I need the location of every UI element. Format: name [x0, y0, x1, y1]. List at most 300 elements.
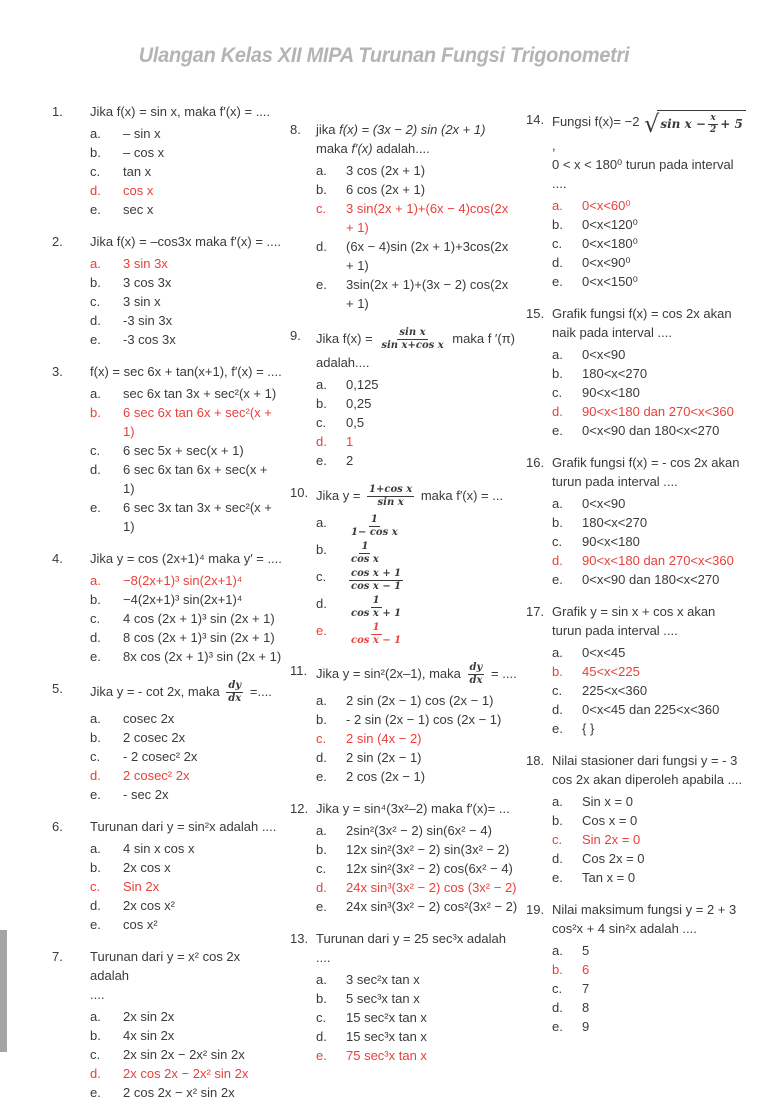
question-body: [552, 304, 748, 440]
question-stem: f(x) = sec 6x + tan(x+1), f′(x) = ....: [90, 364, 282, 379]
option-text: 24x sin³(3x² − 2) cos²(3x² − 2): [346, 899, 518, 914]
q14-option-c: [552, 234, 748, 253]
q11-option-c: [316, 729, 518, 748]
question-stem: Jika f(x) = –cos3x maka f′(x) = ....: [90, 234, 281, 249]
q5-option-d: [90, 766, 282, 785]
option-letter: d.: [316, 239, 327, 254]
option-letter: c.: [90, 294, 101, 309]
option-text: 225<x<360: [582, 682, 648, 698]
question-number: 5.: [52, 681, 63, 696]
option-text: 2x sin 2x − 2x² sin 2x: [123, 1047, 245, 1062]
question-2: [52, 232, 282, 349]
q4-option-b: [90, 590, 282, 609]
option-letter: e.: [552, 422, 563, 438]
q10-option-e: [316, 621, 518, 648]
option-letter: c.: [552, 235, 563, 251]
option-letter: d.: [90, 313, 101, 328]
option-letter: d.: [90, 462, 101, 477]
option-letter: a.: [316, 823, 327, 838]
q6-option-b: [90, 858, 282, 877]
q10-option-c: [316, 567, 518, 594]
question-body: [90, 362, 282, 536]
option-text: Cos x = 0: [582, 812, 638, 828]
q9-option-c: [316, 413, 518, 432]
q3-option-a: [90, 384, 282, 403]
option-text: - 2 sin (2x − 1) cos (2x − 1): [346, 712, 502, 727]
option-letter: c.: [90, 1047, 101, 1062]
fraction-denominator: cos x − 1: [351, 581, 402, 592]
q15-option-b: [552, 364, 748, 383]
fraction-numerator: dy: [228, 680, 242, 691]
q3-option-e: [90, 498, 282, 536]
q3-option-b: [90, 403, 282, 441]
question-10: [290, 483, 518, 648]
question-7: [52, 947, 282, 1102]
option-letter: c.: [552, 533, 563, 549]
option-letter: d.: [316, 880, 327, 895]
q3-option-d: [90, 460, 282, 498]
option-text: cos x: [123, 183, 154, 198]
option-letter: e.: [90, 917, 101, 932]
question-stem: Jika f(x) = $\frac{\text{sin x}}{\text{sin x+cos x}}$ maka f ′(π) adalah....: [316, 327, 515, 370]
option-text: 2 cos (2x − 1): [346, 769, 426, 784]
option-letter: b.: [90, 730, 101, 745]
q19-option-c: [552, 979, 748, 998]
q7-option-a: [90, 1007, 282, 1026]
question-stem: Turunan dari y = sin²x adalah ....: [90, 819, 277, 834]
fraction: [226, 680, 243, 705]
question-stem: Turunan dari y = 25 sec³x adalah ....: [316, 931, 506, 965]
option-text: - 2 cosec² 2x: [123, 749, 198, 764]
option-letter: d.: [552, 552, 563, 568]
option-text: 90<x<180 dan 270<x<360: [582, 403, 734, 419]
question-number: 7.: [52, 949, 63, 964]
fraction: [708, 113, 718, 136]
q13-option-d: [316, 1027, 518, 1046]
option-text: 2 cos 2x − x² sin 2x: [123, 1085, 235, 1100]
q11-option-d: [316, 748, 518, 767]
option-letter: b.: [90, 145, 101, 160]
fraction-numerator: 1: [361, 541, 369, 552]
question-stem: Jika y = cos (2x+1)⁴ maka y′ = ....: [90, 551, 282, 566]
q6-option-a: [90, 839, 282, 858]
option-letter: a.: [316, 515, 327, 530]
option-letter: e.: [316, 769, 327, 784]
option-letter: c.: [90, 611, 101, 626]
option-letter: a.: [90, 256, 101, 271]
option-letter: e.: [90, 787, 101, 802]
option-text: 0<x<90: [582, 346, 626, 362]
option-text: 15 sec²x tan x: [346, 1010, 427, 1025]
option-text: Sin 2x = 0: [582, 831, 641, 847]
question-stem: Fungsi f(x)= −2 √ sin x − $\frac{x}{2}$ + 5 , 0 < x < 180⁰ turun pada interval ....: [552, 110, 748, 193]
option-text: 15 sec³x tan x: [346, 1029, 427, 1044]
q19-option-e: [552, 1017, 748, 1036]
option-text: 90<x<180: [582, 384, 640, 400]
q1-option-d: [90, 181, 282, 200]
q18-option-e: [552, 868, 748, 887]
question-body: [552, 110, 748, 291]
question-14: [526, 110, 748, 291]
option-text: [346, 540, 518, 567]
option-text: 6 sec 5x + sec(x + 1): [123, 443, 244, 458]
option-letter: d.: [552, 254, 563, 270]
option-text: Sin x = 0: [582, 793, 633, 809]
option-text: 0,5: [346, 415, 365, 430]
q12-option-a: [316, 821, 518, 840]
q1-option-a: [90, 124, 282, 143]
column-1: [52, 102, 282, 1115]
option-text: 5 sec³x tan x: [346, 991, 420, 1006]
option-letter: d.: [90, 768, 101, 783]
option-text: 7: [582, 980, 590, 996]
option-letter: c.: [90, 443, 101, 458]
q6-option-c: [90, 877, 282, 896]
option-text: Tan x = 0: [582, 869, 636, 885]
page-title: Ulangan Kelas XII MIPA Turunan Fungsi Trigonometri: [138, 44, 630, 67]
option-text: 6 sec 6x tan 6x + sec²(x + 1): [123, 405, 272, 439]
q13-option-e: [316, 1046, 518, 1065]
option-text: 3 sin(2x + 1)+(6x − 4)cos(2x + 1): [346, 201, 509, 235]
q19-option-d: [552, 998, 748, 1017]
question-11: [290, 661, 518, 786]
q5-option-b: [90, 728, 282, 747]
q16-option-a: [552, 494, 748, 513]
option-letter: d.: [552, 850, 563, 866]
option-letter: e.: [316, 453, 327, 468]
q15-option-a: [552, 345, 748, 364]
q9-option-e: [316, 451, 518, 470]
option-letter: b.: [316, 396, 327, 411]
option-text: 90<x<180 dan 270<x<360: [582, 552, 734, 568]
option-letter: d.: [90, 630, 101, 645]
option-letter: c.: [90, 879, 101, 894]
q9-option-a: [316, 375, 518, 394]
option-text: -3 sin 3x: [123, 313, 173, 328]
option-text: cosec 2x: [123, 711, 175, 726]
question-1: [52, 102, 282, 219]
question-number: 19.: [526, 901, 545, 917]
q17-option-d: [552, 700, 748, 719]
fraction: [349, 514, 400, 539]
question-8: [290, 120, 518, 313]
option-text: (6x − 4)sin (2x + 1)+3cos(2x + 1): [346, 239, 509, 273]
option-letter: d.: [316, 750, 327, 765]
option-letter: c.: [316, 861, 327, 876]
question-number: 14.: [526, 112, 545, 127]
question-4: [52, 549, 282, 666]
exam-page: [0, 44, 768, 1115]
option-letter: e.: [90, 649, 101, 664]
option-letter: a.: [316, 693, 327, 708]
option-text: 8 cos (2x + 1)³ sin (2x + 1): [123, 630, 275, 645]
option-text: 6 cos (2x + 1): [346, 182, 426, 197]
option-letter: e.: [90, 500, 101, 515]
question-number: 12.: [290, 801, 309, 816]
question-18: [526, 751, 748, 887]
option-text: 0<x<45 dan 225<x<360: [582, 701, 720, 717]
option-text: 0<x<150⁰: [582, 273, 638, 289]
option-text: 4 cos (2x + 1)³ sin (2x + 1): [123, 611, 275, 626]
fraction-numerator: x: [710, 113, 716, 123]
question-3: [52, 362, 282, 536]
option-letter: e.: [552, 1018, 563, 1034]
q7-option-e: [90, 1083, 282, 1102]
question-number: 2.: [52, 234, 63, 249]
fraction-numerator: sin x: [399, 327, 426, 338]
question-stem: Nilai stasioner dari fungsi y = - 3 cos 2x akan diperoleh apabila ....: [552, 752, 743, 787]
option-letter: b.: [552, 812, 563, 828]
q14-option-a: [552, 196, 748, 215]
option-text: 6 sec 6x tan 6x + sec(x + 1): [123, 462, 268, 496]
option-text: 0<x<90 dan 180<x<270: [582, 571, 720, 587]
italic-math-text: f(x) = (3x − 2) sin (2x + 1): [339, 122, 486, 137]
option-text: – cos x: [123, 145, 165, 160]
q13-option-b: [316, 989, 518, 1008]
q5-option-c: [90, 747, 282, 766]
question-number: 17.: [526, 603, 545, 619]
option-letter: d.: [90, 898, 101, 913]
option-text: −4(2x+1)³ sin(2x+1)⁴: [123, 592, 243, 607]
q18-option-a: [552, 792, 748, 811]
question-number: 9.: [290, 328, 301, 343]
option-text: 3sin(2x + 1)+(3x − 2) cos(2x + 1): [346, 277, 509, 311]
option-text: 2 sin (4x − 2): [346, 731, 422, 746]
option-letter: b.: [316, 842, 327, 857]
question-body: [90, 102, 282, 219]
q11-option-b: [316, 710, 518, 729]
q8-option-a: [316, 161, 518, 180]
question-number: 15.: [526, 305, 545, 321]
option-text: 0<x<90 dan 180<x<270: [582, 422, 720, 438]
q6-option-e: [90, 915, 282, 934]
option-text: sec 6x tan 3x + sec²(x + 1): [123, 386, 277, 401]
option-text: [346, 621, 518, 648]
q1-option-b: [90, 143, 282, 162]
option-text: sec x: [123, 202, 154, 217]
option-letter: c.: [90, 749, 101, 764]
fraction-denominator: sin x: [377, 497, 404, 508]
question-5: [52, 679, 282, 804]
option-letter: a.: [552, 197, 563, 213]
question-body: [552, 900, 748, 1036]
q7-option-d: [90, 1064, 282, 1083]
option-letter: e.: [552, 571, 563, 587]
option-text: 6: [582, 961, 590, 977]
q12-option-c: [316, 859, 518, 878]
option-text: 2 sin (2x − 1) cos (2x − 1): [346, 693, 494, 708]
q4-option-a: [90, 571, 282, 590]
question-stem: Grafik y = sin x + cos x akan turun pada interval ....: [552, 603, 716, 638]
option-letter: a.: [316, 163, 327, 178]
question-body: [316, 661, 518, 786]
q5-option-e: [90, 785, 282, 804]
q10-option-d: [316, 594, 518, 621]
option-letter: e.: [552, 720, 563, 736]
option-letter: b.: [90, 405, 101, 420]
question-stem: Turunan dari y = x² cos 2x adalah ....: [90, 949, 241, 1002]
option-text: 3 cos (2x + 1): [346, 163, 426, 178]
option-text: 12x sin²(3x² − 2) sin(3x² − 2): [346, 842, 510, 857]
question-stem: Nilai maksimum fungsi y = 2 + 3 cos²x + 4 sin²x adalah ....: [552, 901, 737, 936]
fraction-denominator: sin x+cos x: [381, 340, 444, 351]
question-12: [290, 799, 518, 916]
option-text: 0<x<90⁰: [582, 254, 631, 270]
option-letter: d.: [316, 596, 327, 611]
q9-option-b: [316, 394, 518, 413]
fraction-denominator: 1− cos x: [351, 527, 398, 538]
option-letter: a.: [552, 793, 563, 809]
question-number: 18.: [526, 752, 545, 768]
q11-option-e: [316, 767, 518, 786]
fraction-denominator: 2: [709, 124, 717, 135]
fraction: [467, 662, 484, 687]
option-letter: c.: [552, 831, 563, 847]
question-body: [90, 679, 282, 804]
q9-option-d: [316, 432, 518, 451]
option-letter: a.: [552, 495, 563, 511]
question-stem: Grafik fungsi f(x) = - cos 2x akan turun pada interval ....: [552, 454, 740, 489]
option-letter: b.: [552, 514, 563, 530]
option-text: 1: [346, 434, 354, 449]
option-letter: b.: [90, 860, 101, 875]
option-text: 8x cos (2x + 1)³ sin (2x + 1): [123, 649, 282, 664]
option-text: { }: [582, 720, 595, 736]
question-body: [316, 483, 518, 648]
question-stem: Jika f(x) = sin x, maka f′(x) = ....: [90, 104, 271, 119]
option-letter: b.: [316, 991, 327, 1006]
q10-option-b: [316, 540, 518, 567]
question-6: [52, 817, 282, 934]
option-text: 2: [346, 453, 354, 468]
question-body: [90, 232, 282, 349]
q15-option-c: [552, 383, 748, 402]
option-letter: e.: [316, 623, 327, 638]
q4-option-c: [90, 609, 282, 628]
question-stem: jika f(x) = (3x − 2) sin (2x + 1) maka f′(x) adalah....: [316, 122, 486, 156]
q17-option-a: [552, 643, 748, 662]
option-text: 5: [582, 942, 590, 958]
option-text: 3 cos 3x: [123, 275, 172, 290]
option-letter: b.: [552, 365, 563, 381]
question-stem: Grafik fungsi f(x) = cos 2x akan naik pada interval ....: [552, 305, 732, 340]
option-letter: c.: [316, 569, 327, 584]
option-text: 3 sec²x tan x: [346, 972, 420, 987]
q8-option-d: [316, 237, 518, 275]
option-letter: c.: [90, 164, 101, 179]
fraction: [379, 327, 445, 352]
q10-option-a: [316, 513, 518, 540]
question-number: 1.: [52, 104, 63, 119]
question-body: [552, 751, 748, 887]
option-letter: b.: [90, 1028, 101, 1043]
q1-option-e: [90, 200, 282, 219]
fraction-numerator: 1+cos x: [369, 484, 413, 495]
question-number: 16.: [526, 454, 545, 470]
option-letter: a.: [90, 711, 101, 726]
option-text: 180<x<270: [582, 365, 648, 381]
question-body: [316, 799, 518, 916]
q15-option-d: [552, 402, 748, 421]
scan-artifact-bar: [0, 930, 7, 1052]
question-stem: Jika y = $\frac{\text{1+cos x}}{\text{sin x}}$ maka f′(x) = ...: [316, 484, 504, 508]
fraction-numerator: cos x + 1: [351, 568, 402, 579]
option-letter: b.: [552, 961, 563, 977]
q17-option-c: [552, 681, 748, 700]
option-text: 0<x<120⁰: [582, 216, 638, 232]
question-15: [526, 304, 748, 440]
option-letter: a.: [90, 126, 101, 141]
question-13: [290, 929, 518, 1065]
option-letter: b.: [316, 182, 327, 197]
question-body: [90, 549, 282, 666]
question-stem: Jika y = sin⁴(3x²–2) maka f′(x)= ...: [316, 801, 510, 816]
q2-option-c: [90, 292, 282, 311]
q15-option-e: [552, 421, 748, 440]
option-letter: a.: [316, 972, 327, 987]
option-letter: a.: [90, 386, 101, 401]
fraction-denominator: dx: [228, 693, 242, 704]
question-body: [316, 929, 518, 1065]
option-letter: b.: [90, 275, 101, 290]
fraction-denominator: cos x: [351, 554, 379, 565]
question-number: 11.: [290, 663, 308, 678]
question-number: 4.: [52, 551, 63, 566]
option-letter: b.: [552, 663, 563, 679]
fraction-numerator: 1: [372, 622, 380, 633]
q12-option-e: [316, 897, 518, 916]
q5-option-a: [90, 709, 282, 728]
q16-option-d: [552, 551, 748, 570]
q12-option-b: [316, 840, 518, 859]
option-text: 0,25: [346, 396, 372, 411]
option-letter: a.: [90, 573, 101, 588]
q8-option-c: [316, 199, 518, 237]
option-letter: c.: [316, 415, 327, 430]
radicand: sin x − $\frac{x}{2}$ + 5: [657, 110, 745, 136]
option-text: tan x: [123, 164, 152, 179]
option-letter: e.: [90, 202, 101, 217]
fraction: [349, 541, 381, 566]
fraction-numerator: 1: [372, 595, 380, 606]
option-text: 2 cosec² 2x: [123, 768, 190, 783]
option-text: 0<x<90: [582, 495, 626, 511]
q18-option-c: [552, 830, 748, 849]
q2-option-d: [90, 311, 282, 330]
q13-option-a: [316, 970, 518, 989]
option-letter: a.: [90, 1009, 101, 1024]
q18-option-b: [552, 811, 748, 830]
question-16: [526, 453, 748, 589]
option-letter: a.: [90, 841, 101, 856]
q11-option-a: [316, 691, 518, 710]
column-3: [526, 102, 748, 1115]
question-19: [526, 900, 748, 1036]
q8-option-e: [316, 275, 518, 313]
option-letter: d.: [552, 403, 563, 419]
option-letter: b.: [316, 542, 327, 557]
q16-option-b: [552, 513, 748, 532]
question-body: [316, 326, 518, 470]
option-text: 90<x<180: [582, 533, 640, 549]
fraction: [349, 622, 403, 647]
q16-option-e: [552, 570, 748, 589]
q14-option-b: [552, 215, 748, 234]
option-letter: c.: [552, 980, 563, 996]
option-letter: b.: [90, 592, 101, 607]
q18-option-d: [552, 849, 748, 868]
q17-option-e: [552, 719, 748, 738]
